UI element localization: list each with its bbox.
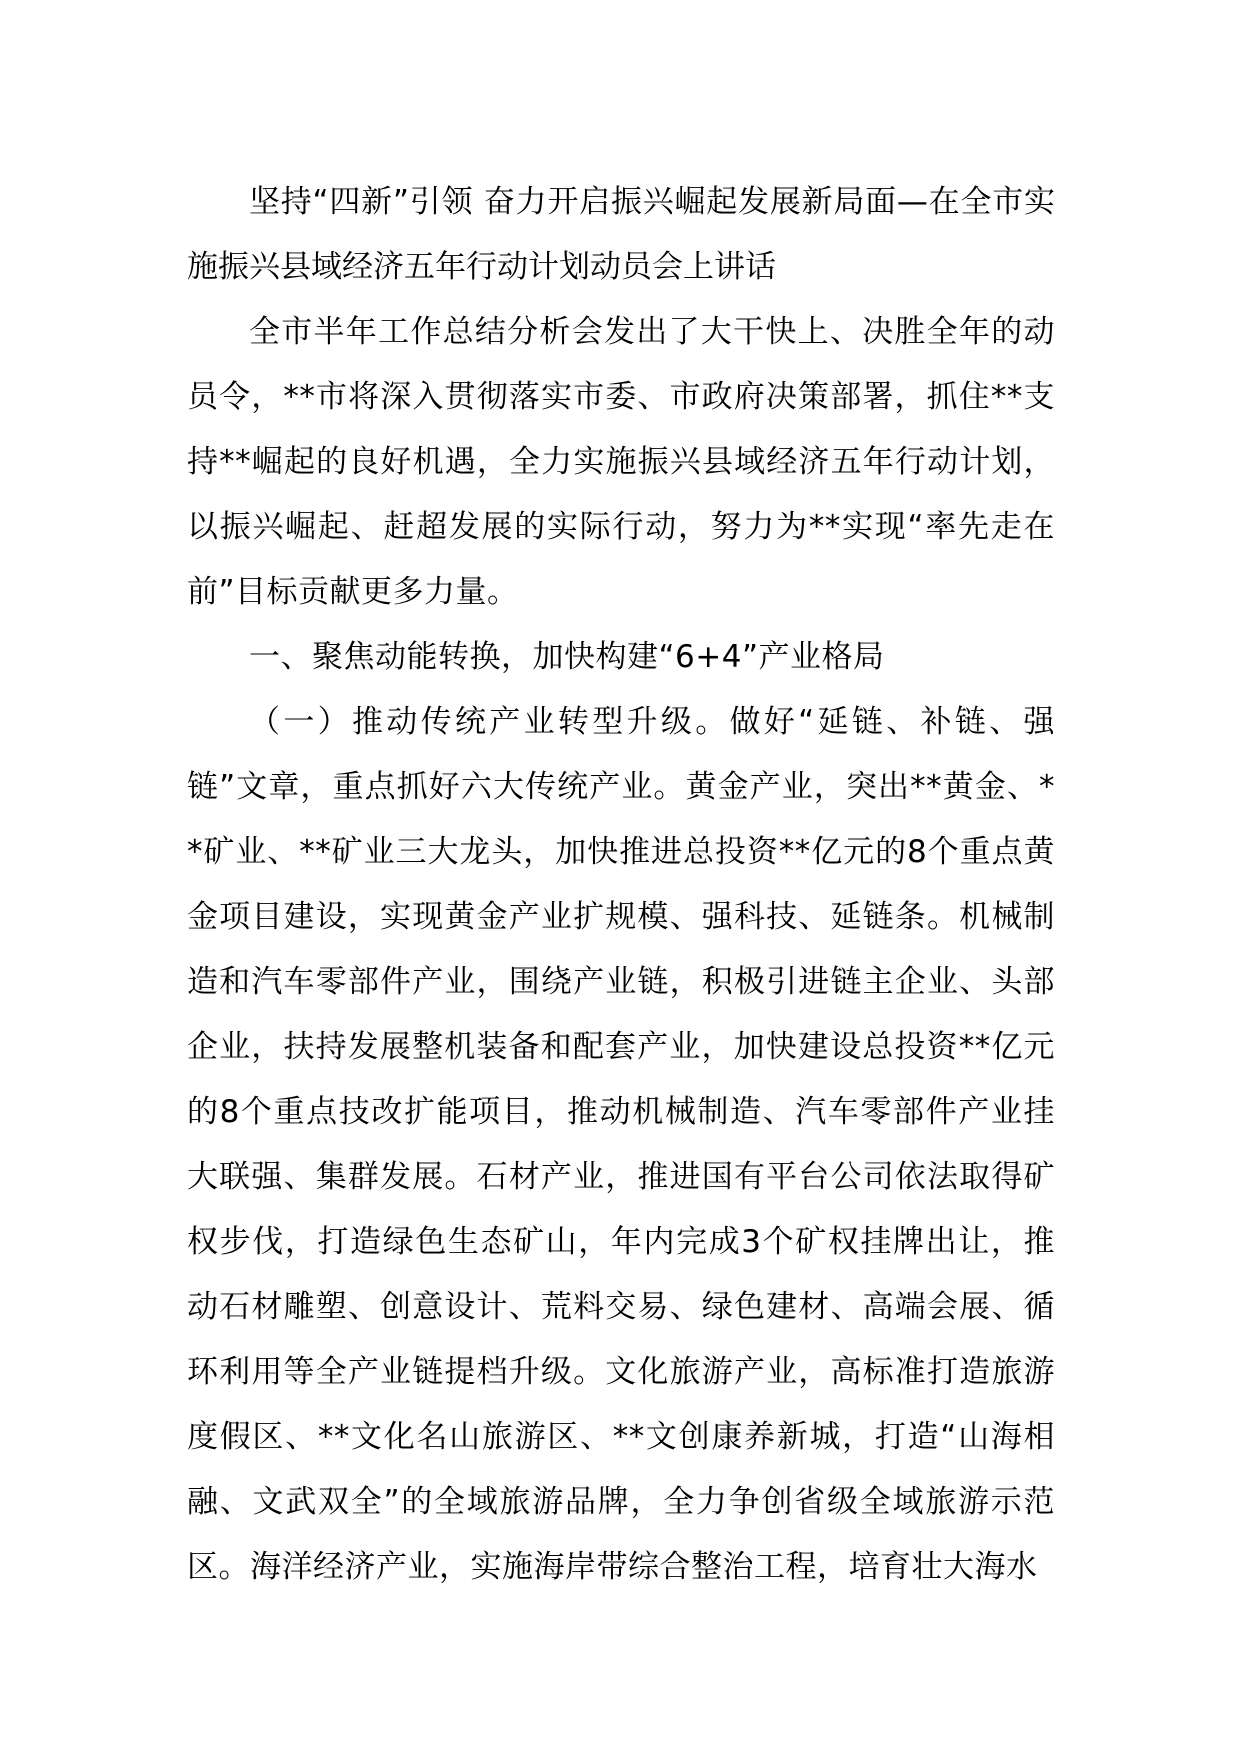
- document-title: 坚持“四新”引领 奋力开启振兴崛起发展新局面—在全市实施振兴县域经济五年行动计划动员会上讲话: [187, 184, 1055, 285]
- section-heading: 一、聚焦动能转换，加快构建“6+4”产业格局: [249, 639, 885, 675]
- document-page: [187, 170, 1055, 1600]
- paragraph-intro: 全市半年工作总结分析会发出了大干快上、决胜全年的动员令，**市将深入贯彻落实市委、市政府决策部署，抓住**支持**崛起的良好机遇，全力实施振兴县域经济五年行动计划，以振兴崛起、赶超发展的实际行动，努力为**实现“率先走在前”目标贡献更多力量。: [187, 314, 1055, 610]
- paragraph-traditional-industries: （一）推动传统产业转型升级。做好“延链、补链、强链”文章，重点抓好六大传统产业。黄金产业，突出**黄金、**矿业、**矿业三大龙头，加快推进总投资**亿元的8个重点黄金项目建设，实现黄金产业扩规模、强科技、延链条。机械制造和汽车零部件产业，围绕产业链，积极引进链主企业、头部企业，扶持发展整机装备和配套产业，加快建设总投资**亿元的8个重点技改扩能项目，推动机械制造、汽车零部件产业挂大联强、集群发展。石材产业，推进国有平台公司依法取得矿权步伐，打造绿色生态矿山，年内完成3个矿权挂牌出让，推动石材雕塑、创意设计、荒料交易、绿色建材、高端会展、循环利用等全产业链提档升级。文化旅游产业，高标准打造旅游度假区、**文化名山旅游区、**文创康养新城，打造“山海相融、文武双全”的全域旅游品牌，全力争创省级全域旅游示范区。海洋经济产业，实施海岸带综合整治工程，培育壮大海水: [187, 704, 1055, 1585]
